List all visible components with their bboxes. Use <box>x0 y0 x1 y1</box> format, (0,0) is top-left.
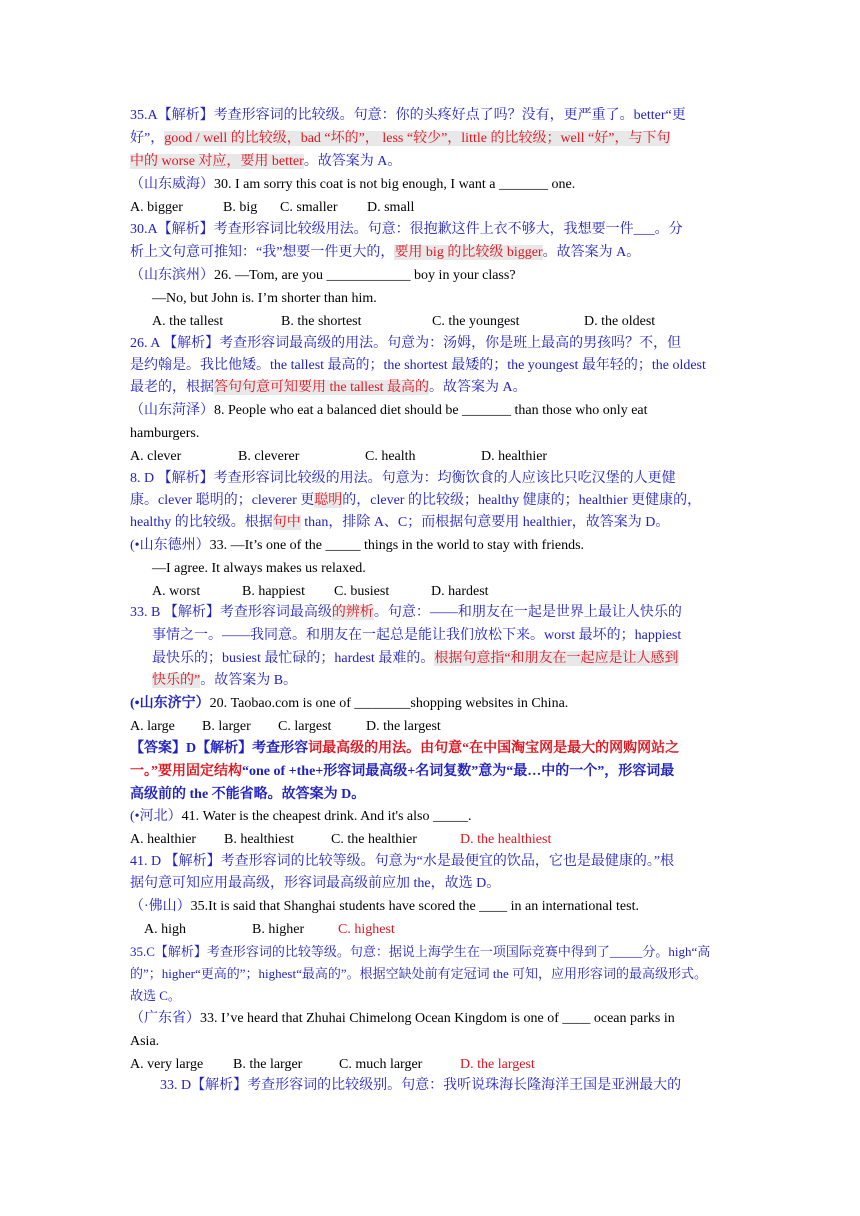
q26-options <box>152 312 655 333</box>
text-span: 康。clever 聪明的；cleverer 更 <box>130 493 315 508</box>
text-span: 。故答案为 B。 <box>200 673 298 688</box>
q33a-highlight-1: 的辨析 <box>331 605 374 620</box>
text-span: 33. B 【解析】考查形容词最高级 <box>130 605 332 620</box>
q41-option-a: A. healthier <box>130 832 197 847</box>
q33a-option-c: C. busiest <box>334 584 390 599</box>
q30-option-a: A. bigger <box>130 200 183 215</box>
text-span: —No, but John is. I’m shorter than him. <box>152 291 377 306</box>
q35b-stem <box>130 897 639 918</box>
q33a-option-a: A. worst <box>152 584 201 599</box>
q33a-reply <box>152 559 366 580</box>
q20-option-c: C. largest <box>278 719 332 734</box>
q33b-source: （广东省） <box>130 1011 200 1026</box>
text-span: than，排除 A、C；而根据句意要用 healthier，故答案为 D。 <box>300 515 670 530</box>
q33a-analysis-3 <box>152 649 679 670</box>
q41-option-d: D. the healthiest <box>460 832 552 847</box>
q26-source: （山东滨州） <box>130 268 214 283</box>
q26-stem <box>130 266 516 287</box>
q30-option-d: D. small <box>367 200 415 215</box>
text-span: 据句意可知应用最高级，形容词最高级前应加 the，故选 D。 <box>130 876 501 891</box>
q35-highlight-1: good / well 的比较级，bad “坏的”， less “较少”，little 的比较级；well “好”，与下句 <box>164 131 671 146</box>
text-span: 。句意：——和朋友在一起是世界上最让人快乐的 <box>373 605 682 620</box>
text-span: 是约翰是。我比他矮。the tallest 最高的；the shortest 最矮的；the youngest 最年轻的；the oldest <box>130 358 706 373</box>
text-span: 高级前的 the 不能省略。故答案为 D。 <box>130 787 366 802</box>
q33a-stem <box>130 536 584 557</box>
q33b-stem-2 <box>130 1032 159 1053</box>
q20-options <box>130 717 441 738</box>
q8-highlight-2: 句中 <box>272 515 301 530</box>
text-span: 33. I’ve heard that Zhuhai Chimelong Ocean Kingdom is one of ____ ocean parks in <box>200 1011 675 1026</box>
q20-option-b: B. larger <box>202 719 251 734</box>
q30-option-b: B. big <box>223 200 258 215</box>
q41-source: (•河北） <box>130 809 182 824</box>
text-span: hamburgers. <box>130 426 200 441</box>
q8-option-c: C. health <box>365 449 416 464</box>
text-span: healthy 的比较级。根据 <box>130 515 273 530</box>
q35b-analysis-2 <box>130 964 707 985</box>
q33a-highlight-2: 根据句意指“和朋友在一起应是让人感到 <box>434 651 679 666</box>
q33b-option-a: A. very large <box>130 1057 204 1072</box>
q20-red-2: 一。”要用固定结构 <box>130 764 242 779</box>
q8-source: （山东菏泽） <box>130 403 214 418</box>
text-span: 30.A【解析】考查形容词比较级用法。句意：很抱歉这件上衣不够大，我想要一件___。分 <box>130 222 683 237</box>
text-span: 33. —It’s one of the _____ things in the world to stay with friends. <box>209 538 585 553</box>
q8-option-b: B. cleverer <box>238 449 300 464</box>
text-span: “one of +the+形容词最高级+名词复数”意为“最…中的一个”，形容词最 <box>242 764 675 779</box>
q20-red-1: 词最高级的用法。由句意“在中国淘宝网是最大的网购网站之 <box>308 741 680 756</box>
text-span: 故选 C。 <box>130 988 181 1003</box>
text-span: 的”；higher“更高的”；highest“最高的”。根据空缺处前有定冠词 the 可知，应用形容词的最高级形式。 <box>130 966 707 981</box>
q20-analysis-1 <box>130 739 679 760</box>
q26-option-b: B. the shortest <box>281 314 362 329</box>
text-span: 最老的，根据 <box>130 380 214 395</box>
text-span: 26. —Tom, are you ____________ boy in your class? <box>214 268 516 283</box>
text-span: 。故答案为 A。 <box>303 154 402 169</box>
text-span: 33. D【解析】考查形容词的比较级别。句意：我听说珠海长隆海洋王国是亚洲最大的 <box>160 1078 682 1093</box>
q41-option-b: B. healthiest <box>224 832 294 847</box>
q26-option-a: A. the tallest <box>152 314 224 329</box>
q8-analysis-1 <box>130 469 676 490</box>
text-span: 41. Water is the cheapest drink. And it's also _____. <box>181 809 472 824</box>
text-span: 最快乐的；busiest 最忙碌的；hardest 最难的。 <box>152 651 435 666</box>
q8-stem-2 <box>130 424 199 445</box>
q30-source: （山东威海） <box>130 177 214 192</box>
q8-highlight-1: 聪明 <box>314 493 343 508</box>
q33b-option-b: B. the larger <box>233 1057 303 1072</box>
q35b-option-c: C. highest <box>338 922 395 937</box>
q41-stem <box>130 807 471 828</box>
q8-option-a: A. clever <box>130 449 182 464</box>
q35-line-3 <box>130 152 401 173</box>
q8-stem-1 <box>130 401 648 422</box>
q33a-option-b: B. happiest <box>242 584 305 599</box>
q35b-source: （·佛山） <box>130 899 191 914</box>
q8-option-d: D. healthier <box>481 449 548 464</box>
text-span: 35.C【解析】考查形容词的比较等级。句意：据说上海学生在一项国际竞赛中得到了_____分。high“高 <box>130 944 711 959</box>
q35-line-1 <box>130 106 686 127</box>
q41-analysis-1 <box>130 852 674 873</box>
q33a-options <box>152 582 489 603</box>
q33b-stem-1 <box>130 1009 675 1030</box>
q35b-options <box>144 920 395 941</box>
q35-line-2 <box>130 129 670 150</box>
q33b-analysis-1 <box>160 1076 681 1097</box>
text-span: 20. Taobao.com is one of ________shopping websites in China. <box>209 696 569 711</box>
text-span: 好”， <box>130 131 165 146</box>
text-span: 的，clever 的比较级；healthy 健康的；healthier 更健康的， <box>342 493 702 508</box>
text-span: Asia. <box>130 1034 160 1049</box>
q33a-option-d: D. hardest <box>431 584 489 599</box>
q35b-option-a: A. high <box>144 922 186 937</box>
q20-option-d: D. the largest <box>366 719 441 734</box>
text-span: 26. A 【解析】考查形容词最高级的用法。句意为：汤姆，你是班上最高的男孩吗？不，但 <box>130 336 682 351</box>
q41-analysis-2 <box>130 874 500 895</box>
q8-analysis-3 <box>130 513 669 534</box>
q26-reply <box>152 289 377 310</box>
q26-option-c: C. the youngest <box>432 314 520 329</box>
text-span: —I agree. It always makes us relaxed. <box>152 561 366 576</box>
q33a-analysis-1 <box>130 603 682 624</box>
q33a-analysis-2 <box>152 626 681 647</box>
q8-analysis-2 <box>130 491 701 512</box>
text-span: 析上文句意可推知：“我”想要一件更大的， <box>130 245 395 260</box>
q33b-option-c: C. much larger <box>339 1057 423 1072</box>
q20-stem <box>130 694 568 715</box>
q20-analysis-3 <box>130 785 365 806</box>
q33a-source: (•山东德州） <box>130 538 210 553</box>
text-span: 事情之一。——我同意。和朋友在一起总是能让我们放松下来。worst 最坏的；happiest <box>152 628 682 643</box>
q35b-analysis-3 <box>130 986 181 1007</box>
q20-source: (•山东济宁） <box>130 696 210 711</box>
q30-analysis-2 <box>130 243 640 264</box>
q20-analysis-2 <box>130 762 674 783</box>
q26-analysis-2 <box>130 356 706 377</box>
text-span: 35.It is said that Shanghai students have scored the ____ in an international test. <box>190 899 639 914</box>
text-span: 41. D 【解析】考查形容词的比较等级。句意为“水是最便宜的饮品，它也是最健康的。”根 <box>130 854 675 869</box>
q30-analysis-1 <box>130 220 683 241</box>
q35b-analysis-1 <box>130 942 710 963</box>
q33b-options <box>130 1055 535 1076</box>
q26-option-d: D. the oldest <box>584 314 656 329</box>
q26-highlight: 答句句意可知要用 the tallest 最高的 <box>214 380 430 395</box>
q30-options <box>130 198 414 219</box>
q35-analysis: 35.A【解析】考查形容词的比较级。句意：你的头疼好点了吗？没有，更严重了。better“更 <box>130 108 686 123</box>
q20-option-a: A. large <box>130 719 175 734</box>
q26-analysis-1 <box>130 334 681 355</box>
q41-option-c: C. the healthier <box>331 832 417 847</box>
text-span: 。故答案为 A。 <box>429 380 527 395</box>
q8-options <box>130 447 547 468</box>
q35b-option-b: B. higher <box>252 922 305 937</box>
q33a-analysis-4 <box>152 671 297 692</box>
q26-analysis-3 <box>130 378 527 399</box>
q41-options <box>130 830 551 851</box>
text-span: 【答案】D【解析】考查形容 <box>130 741 309 756</box>
text-span: 30. I am sorry this coat is not big enough, I want a _______ one. <box>214 177 576 192</box>
q30-highlight: 要用 big 的比较级 bigger <box>394 245 543 260</box>
q33a-highlight-3: 快乐的” <box>152 673 201 688</box>
q30-option-c: C. smaller <box>280 200 338 215</box>
q35-highlight-2: 中的 worse 对应，要用 better <box>130 154 304 169</box>
q30-stem <box>130 175 575 196</box>
text-span: 8. D 【解析】考查形容词比较级的用法。句意为：均衡饮食的人应该比只吃汉堡的人更健 <box>130 471 676 486</box>
text-span: 。故答案为 A。 <box>542 245 641 260</box>
q33b-option-d: D. the largest <box>460 1057 535 1072</box>
text-span: 8. People who eat a balanced diet should be _______ than those who only eat <box>214 403 648 418</box>
